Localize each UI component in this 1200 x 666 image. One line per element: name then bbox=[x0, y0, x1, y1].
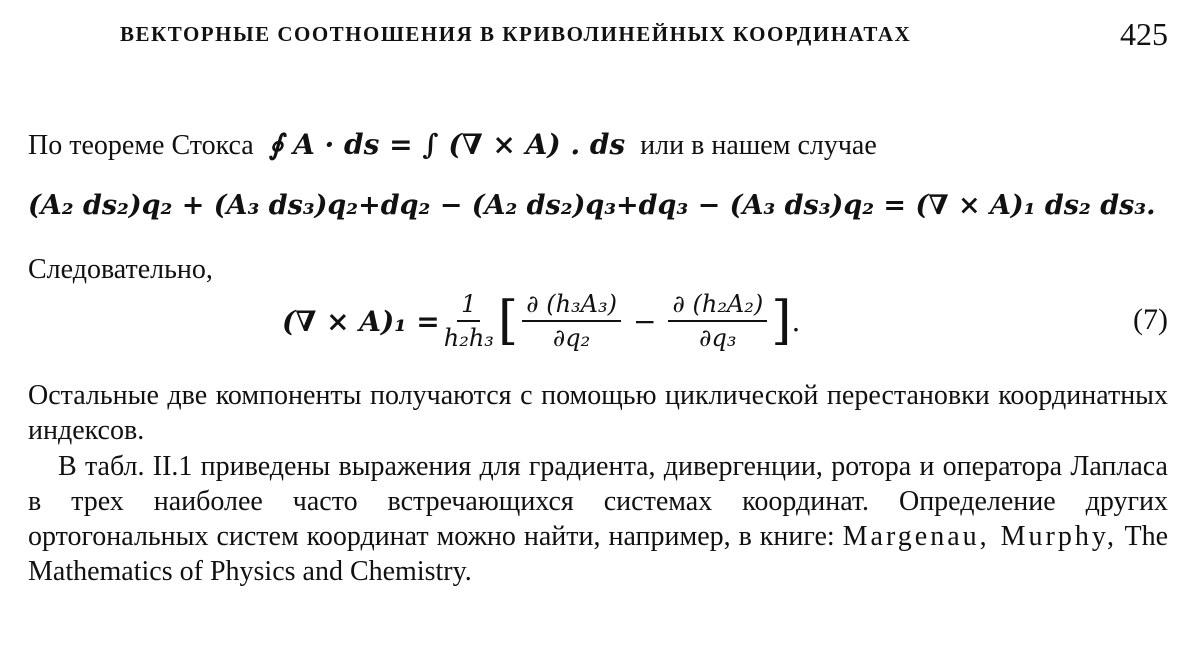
stokes-intro: По теореме Стокса bbox=[28, 130, 254, 161]
equation-number: (7) bbox=[1133, 303, 1168, 336]
left-bracket: [ bbox=[497, 291, 519, 351]
paragraph-cyclic: Остальные две компоненты получаются с помощью циклической перестановки координатных индексов. bbox=[28, 380, 1168, 446]
eq7-term1-numerator: ∂ (h₃A₃) bbox=[522, 290, 621, 322]
running-title: ВЕКТОРНЫЕ СООТНОШЕНИЯ В КРИВОЛИНЕЙНЫХ КООРДИНАТАХ bbox=[120, 22, 912, 46]
eq7-term2-denominator: ∂q₃ bbox=[699, 324, 737, 352]
eq7-term2 bbox=[668, 290, 767, 352]
stokes-tail: или в нашем случае bbox=[640, 130, 877, 161]
paragraph-table-text: В табл. II.1 приведены выражения для градиента, дивергенции, ротора и оператора Лапласа в трех наиболее часто встречающихся системах координат. Определение других ортогональных систем координат можно найти, например, в книге: bbox=[28, 451, 1168, 552]
stokes-line bbox=[28, 128, 877, 162]
circulation-equation: (A₂ ds₂)q₂ + (A₃ ds₃)q₂+dq₂ − (A₂ ds₂)q₃+dq₃ − (A₃ ds₃)q₂ = (∇ × A)₁ ds₂ ds₃. bbox=[28, 190, 1156, 221]
eq7-coef-numerator: 1 bbox=[457, 290, 480, 322]
paragraph-table bbox=[28, 449, 1168, 589]
book-title: The Mathematics of Physics and Chemistry. bbox=[28, 521, 1169, 587]
eq7-lhs: (∇ × A)₁ = bbox=[282, 304, 440, 338]
equation-7 bbox=[282, 285, 800, 357]
right-bracket: ] bbox=[771, 291, 792, 351]
consequently-text: Следовательно, bbox=[28, 254, 213, 285]
page-number: 425 bbox=[1120, 16, 1168, 52]
running-header bbox=[120, 16, 1168, 52]
eq7-term1-denominator: ∂q₂ bbox=[552, 324, 591, 352]
eq7-term1 bbox=[522, 290, 621, 352]
eq7-minus: − bbox=[632, 304, 657, 338]
eq7-end: . bbox=[791, 304, 801, 338]
stokes-integral: ∮ A · ds = ∫ (∇ × A) . ds bbox=[268, 128, 626, 161]
eq7-coefficient bbox=[444, 290, 494, 352]
book-authors: Margenau, Murphy, bbox=[842, 521, 1118, 552]
eq7-coef-denominator: h₂h₃ bbox=[443, 324, 494, 352]
eq7-term2-numerator: ∂ (h₂A₂) bbox=[668, 290, 767, 322]
